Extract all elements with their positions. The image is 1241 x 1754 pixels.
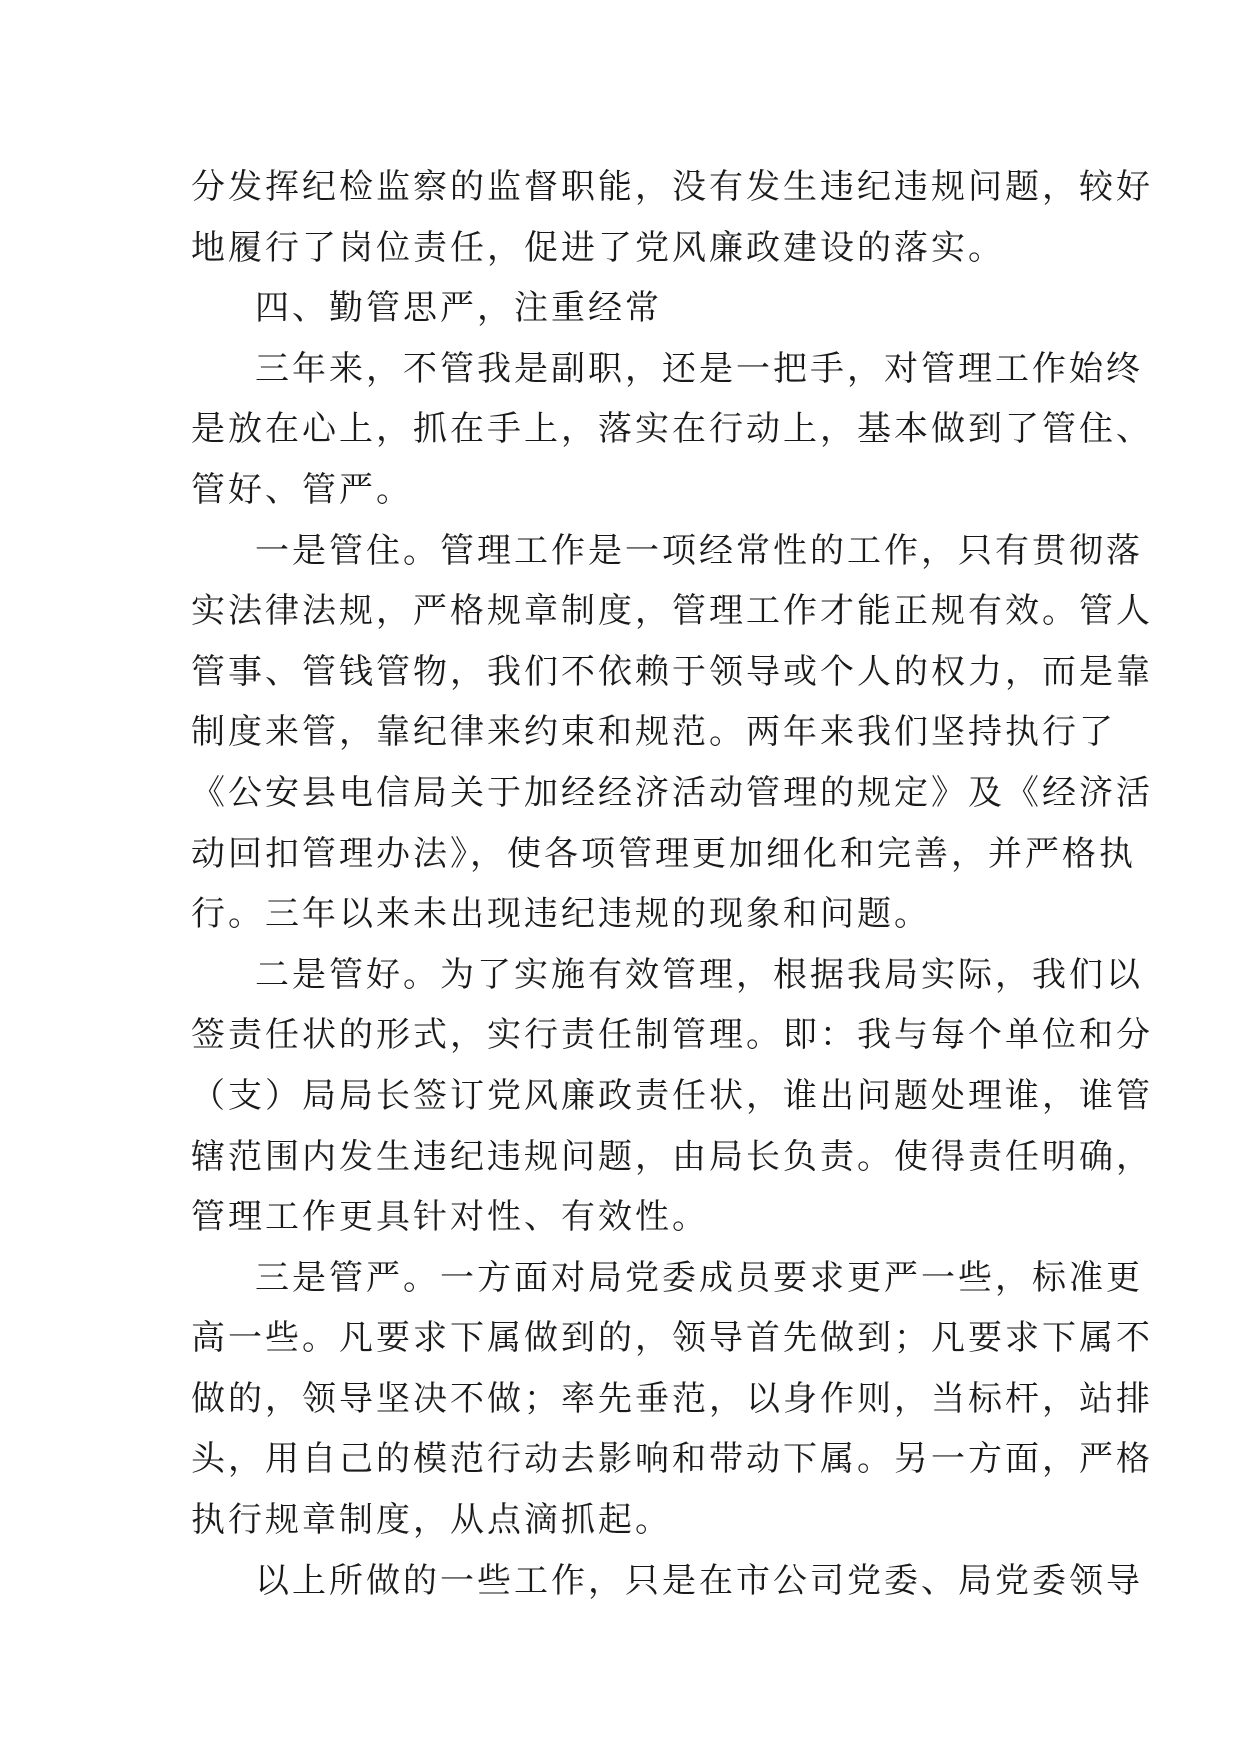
text-line: 辖范围内发生违纪违规问题，由局长负责。使得责任明确， <box>191 1136 1153 1177</box>
text-line: 管好、管严。 <box>191 469 413 510</box>
text-line: 执行规章制度，从点滴抓起。 <box>191 1500 672 1541</box>
text-line: 一是管住。管理工作是一项经常性的工作，只有贯彻落 <box>255 530 1143 571</box>
text-line: 分发挥纪检监察的监督职能，没有发生违纪违规问题，较好 <box>191 167 1153 207</box>
text-line: 行。三年以来未出现违纪违规的现象和问题。 <box>191 894 931 935</box>
text-line: 《公安县电信局关于加经经济活动管理的规定》及《经济活 <box>191 772 1153 813</box>
text-line: 管理工作更具针对性、有效性。 <box>191 1197 709 1238</box>
text-line: 高一些。凡要求下属做到的，领导首先做到；凡要求下属不 <box>191 1318 1153 1359</box>
text-line: 做的，领导坚决不做；率先垂范，以身作则，当标杆，站排 <box>191 1378 1153 1419</box>
text-line: 是放在心上，抓在手上，落实在行动上，基本做到了管住、 <box>191 409 1153 450</box>
text-line: 管事、管钱管物，我们不依赖于领导或个人的权力，而是靠 <box>191 651 1153 692</box>
text-line: 签责任状的形式，实行责任制管理。即：我与每个单位和分 <box>191 1015 1153 1056</box>
text-line: 三年来，不管我是副职，还是一把手，对管理工作始终 <box>255 348 1143 389</box>
text-line: 实法律法规，严格规章制度，管理工作才能正规有效。管人 <box>191 591 1153 632</box>
section-heading: 四、勤管思严，注重经常 <box>255 288 662 329</box>
text-line: 头，用自己的模范行动去影响和带动下属。另一方面，严格 <box>191 1439 1153 1480</box>
text-line: 三是管严。一方面对局党委成员要求更严一些，标准更 <box>255 1257 1143 1298</box>
text-line: 动回扣管理办法》，使各项管理更加细化和完善，并严格执 <box>191 833 1136 874</box>
document-body <box>191 157 1153 1611</box>
text-line: 以上所做的一些工作，只是在市公司党委、局党委领导 <box>255 1560 1143 1601</box>
text-line: 二是管好。为了实施有效管理，根据我局实际，我们以 <box>255 954 1143 995</box>
text-line: （支）局局长签订党风廉政责任状，谁出问题处理谁，谁管 <box>191 1075 1153 1116</box>
text-line: 制度来管，靠纪律来约束和规范。两年来我们坚持执行了 <box>191 712 1116 753</box>
text-line: 地履行了岗位责任，促进了党风廉政建设的落实。 <box>191 227 1005 268</box>
